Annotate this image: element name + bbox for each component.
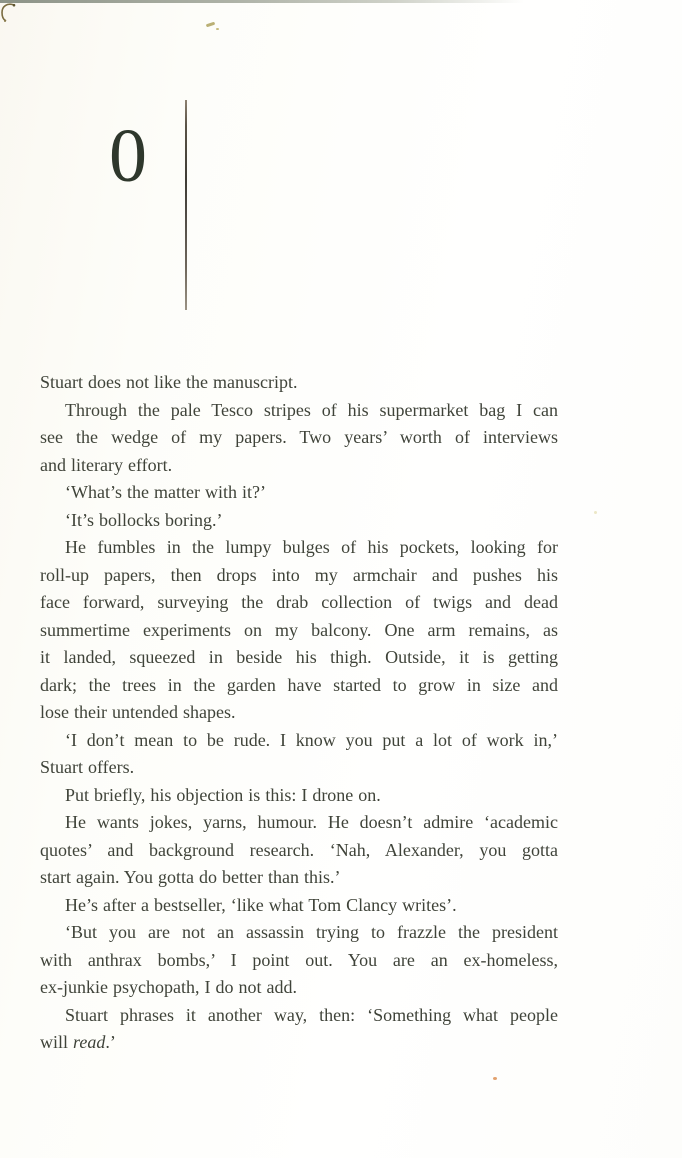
- chapter-divider-rule: [185, 100, 187, 310]
- text-segment: .’: [105, 1032, 116, 1052]
- text-segment: summertime experiments on my balcony. One arm remains, as: [40, 619, 558, 640]
- text-segment: will: [40, 1032, 74, 1052]
- text-segment: ‘It’s bollocks boring.’: [65, 509, 223, 530]
- text-segment: ex-junkie psychopath, I do not add.: [40, 977, 297, 997]
- paragraph: [40, 782, 558, 810]
- text-line: [40, 1002, 558, 1030]
- paragraph: [40, 479, 558, 507]
- ink-speck: [493, 1077, 497, 1080]
- text-line: [40, 864, 558, 892]
- text-line: [40, 562, 558, 590]
- text-line: [40, 507, 558, 535]
- text-line: [40, 837, 558, 865]
- body-text: [40, 369, 558, 1057]
- text-line: [40, 727, 558, 755]
- text-segment: face forward, surveying the drab collection of twigs and dead: [40, 592, 558, 612]
- italic-text: read: [73, 1032, 106, 1052]
- paragraph: [40, 369, 558, 397]
- text-segment: with anthrax bombs,’ I point out. You are an ex-homeless,: [40, 949, 558, 970]
- text-line: [40, 479, 558, 507]
- text-segment: dark; the trees in the garden have started to grow in size and: [40, 674, 558, 695]
- text-segment: it landed, squeezed in beside his thigh. Outside, it is getting: [40, 647, 558, 667]
- text-line: [40, 1029, 558, 1057]
- text-line: [40, 947, 558, 975]
- scan-edge-shadow: [0, 0, 524, 3]
- paragraph: [40, 1002, 558, 1057]
- text-segment: Stuart phrases it another way, then: ‘Something what people: [65, 1004, 558, 1025]
- chapter-number: 0: [109, 114, 147, 198]
- text-line: [40, 644, 558, 672]
- text-line: [40, 892, 558, 920]
- text-segment: quotes’ and background research. ‘Nah, Alexander, you gotta: [40, 839, 558, 860]
- text-segment: start again. You gotta do better than this.’: [40, 867, 341, 887]
- text-line: [40, 699, 558, 727]
- text-segment: He fumbles in the lumpy bulges of his pockets, looking for: [65, 537, 558, 557]
- text-line: [40, 369, 558, 397]
- text-line: [40, 974, 558, 1002]
- text-line: [40, 452, 558, 480]
- text-segment: ‘What’s the matter with it?’: [65, 482, 266, 502]
- paragraph: [40, 727, 558, 782]
- paragraph: [40, 534, 558, 727]
- pencil-mark-icon: [0, 2, 18, 24]
- text-line: [40, 534, 558, 562]
- text-segment: Stuart does not like the manuscript.: [40, 372, 298, 392]
- text-segment: roll-up papers, then drops into my armchair and pushes his: [40, 564, 558, 585]
- text-segment: Put briefly, his objection is this: I drone on.: [65, 784, 381, 805]
- text-segment: He wants jokes, yarns, humour. He doesn’t admire ‘academic: [65, 812, 558, 832]
- text-line: [40, 589, 558, 617]
- text-line: [40, 672, 558, 700]
- paragraph: [40, 892, 558, 920]
- paragraph: [40, 507, 558, 535]
- paragraph: [40, 809, 558, 892]
- text-line: [40, 754, 558, 782]
- text-line: [40, 782, 558, 810]
- text-segment: and literary effort.: [40, 454, 173, 475]
- text-segment: Stuart offers.: [40, 757, 135, 777]
- text-line: [40, 809, 558, 837]
- text-segment: ‘But you are not an assassin trying to frazzle the president: [65, 922, 558, 942]
- paragraph: [40, 919, 558, 1002]
- ink-smudge: [206, 22, 215, 28]
- text-segment: lose their untended shapes.: [40, 702, 236, 722]
- text-segment: see the wedge of my papers. Two years’ worth of interviews: [40, 427, 558, 447]
- paper-speck: [594, 511, 597, 514]
- text-line: [40, 919, 558, 947]
- text-line: [40, 424, 558, 452]
- text-segment: He’s after a bestseller, ‘like what Tom Clancy writes’.: [65, 894, 457, 915]
- paragraph: [40, 397, 558, 480]
- text-line: [40, 617, 558, 645]
- ink-smudge-dot: [216, 28, 219, 30]
- text-segment: Through the pale Tesco stripes of his supermarket bag I can: [65, 399, 558, 420]
- text-line: [40, 397, 558, 425]
- text-segment: ‘I don’t mean to be rude. I know you put a lot of work in,’: [65, 729, 558, 750]
